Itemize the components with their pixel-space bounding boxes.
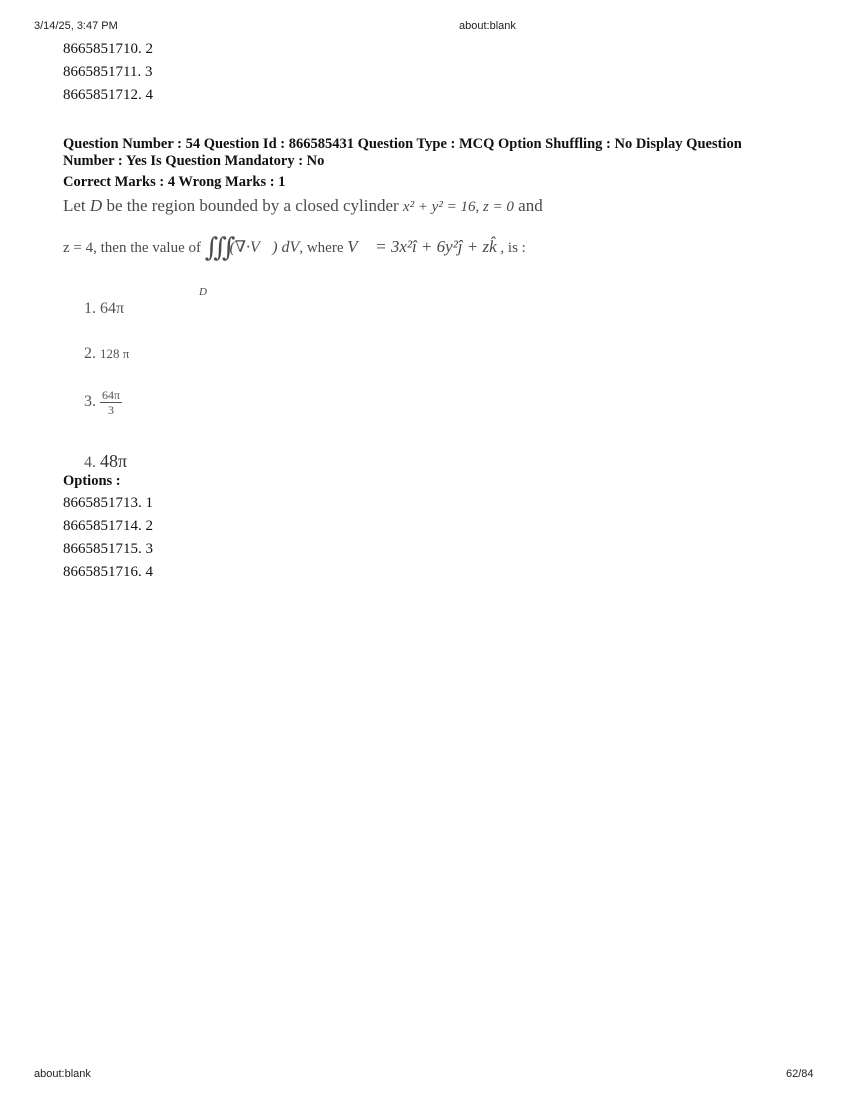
integrand: (∇·V⃗) dV <box>229 239 300 256</box>
text-segment: be the region bounded by a closed cylinder <box>102 196 403 215</box>
text-segment: Let <box>63 196 90 215</box>
prev-option-3: 8665851712. 4 <box>63 87 153 103</box>
options-label: Options : <box>63 473 121 489</box>
prev-option-2: 8665851711. 3 <box>63 64 153 80</box>
answer-number: 2. <box>84 345 96 362</box>
integral-subscript: D <box>199 286 207 298</box>
footer-url: about:blank <box>34 1068 91 1080</box>
print-url: about:blank <box>459 20 516 32</box>
answer-value: 64π <box>100 300 125 317</box>
text-segment: and <box>513 196 543 215</box>
question-text-line1 <box>63 196 543 216</box>
text-segment: , where <box>299 240 348 256</box>
answer-value: 48π <box>100 451 128 471</box>
option-1: 8665851713. 1 <box>63 495 153 511</box>
print-datetime: 3/14/25, 3:47 PM <box>34 20 118 32</box>
answer-value: 128 π <box>100 346 130 361</box>
cylinder-equation: x² + y² = 16, z = 0 <box>402 199 514 215</box>
answer-number: 4. <box>84 454 96 471</box>
vector-field: V⃗ = 3x²î + 6y²ĵ + zk̂ <box>347 237 497 256</box>
text-segment: z = 4, then the value of <box>63 240 205 256</box>
question-meta-line2: Number : Yes Is Question Mandatory : No <box>63 153 325 169</box>
prev-option-1: 8665851710. 2 <box>63 41 153 57</box>
fraction-denominator: 3 <box>108 403 115 417</box>
page-number: 62/84 <box>786 1068 814 1080</box>
answer-number: 1. <box>84 300 96 317</box>
answer-2 <box>84 345 129 363</box>
question-marks: Correct Marks : 4 Wrong Marks : 1 <box>63 174 286 190</box>
question-text-line2 <box>63 233 526 263</box>
option-2: 8665851714. 2 <box>63 518 153 534</box>
option-4: 8665851716. 4 <box>63 564 153 580</box>
question-meta-line1: Question Number : 54 Question Id : 866585431 Question Type : MCQ Option Shuffling : No Display Question <box>63 136 742 152</box>
option-3: 8665851715. 3 <box>63 541 153 557</box>
answer-3 <box>84 388 122 417</box>
triple-integral-symbol: ∭ <box>204 233 230 262</box>
fraction-numerator: 64π <box>102 388 121 402</box>
text-variable: D <box>89 196 103 215</box>
answer-1 <box>84 300 124 318</box>
answer-4 <box>84 451 127 472</box>
text-segment: , is : <box>496 240 526 256</box>
answer-number: 3. <box>84 393 96 411</box>
answer-fraction <box>100 388 122 417</box>
